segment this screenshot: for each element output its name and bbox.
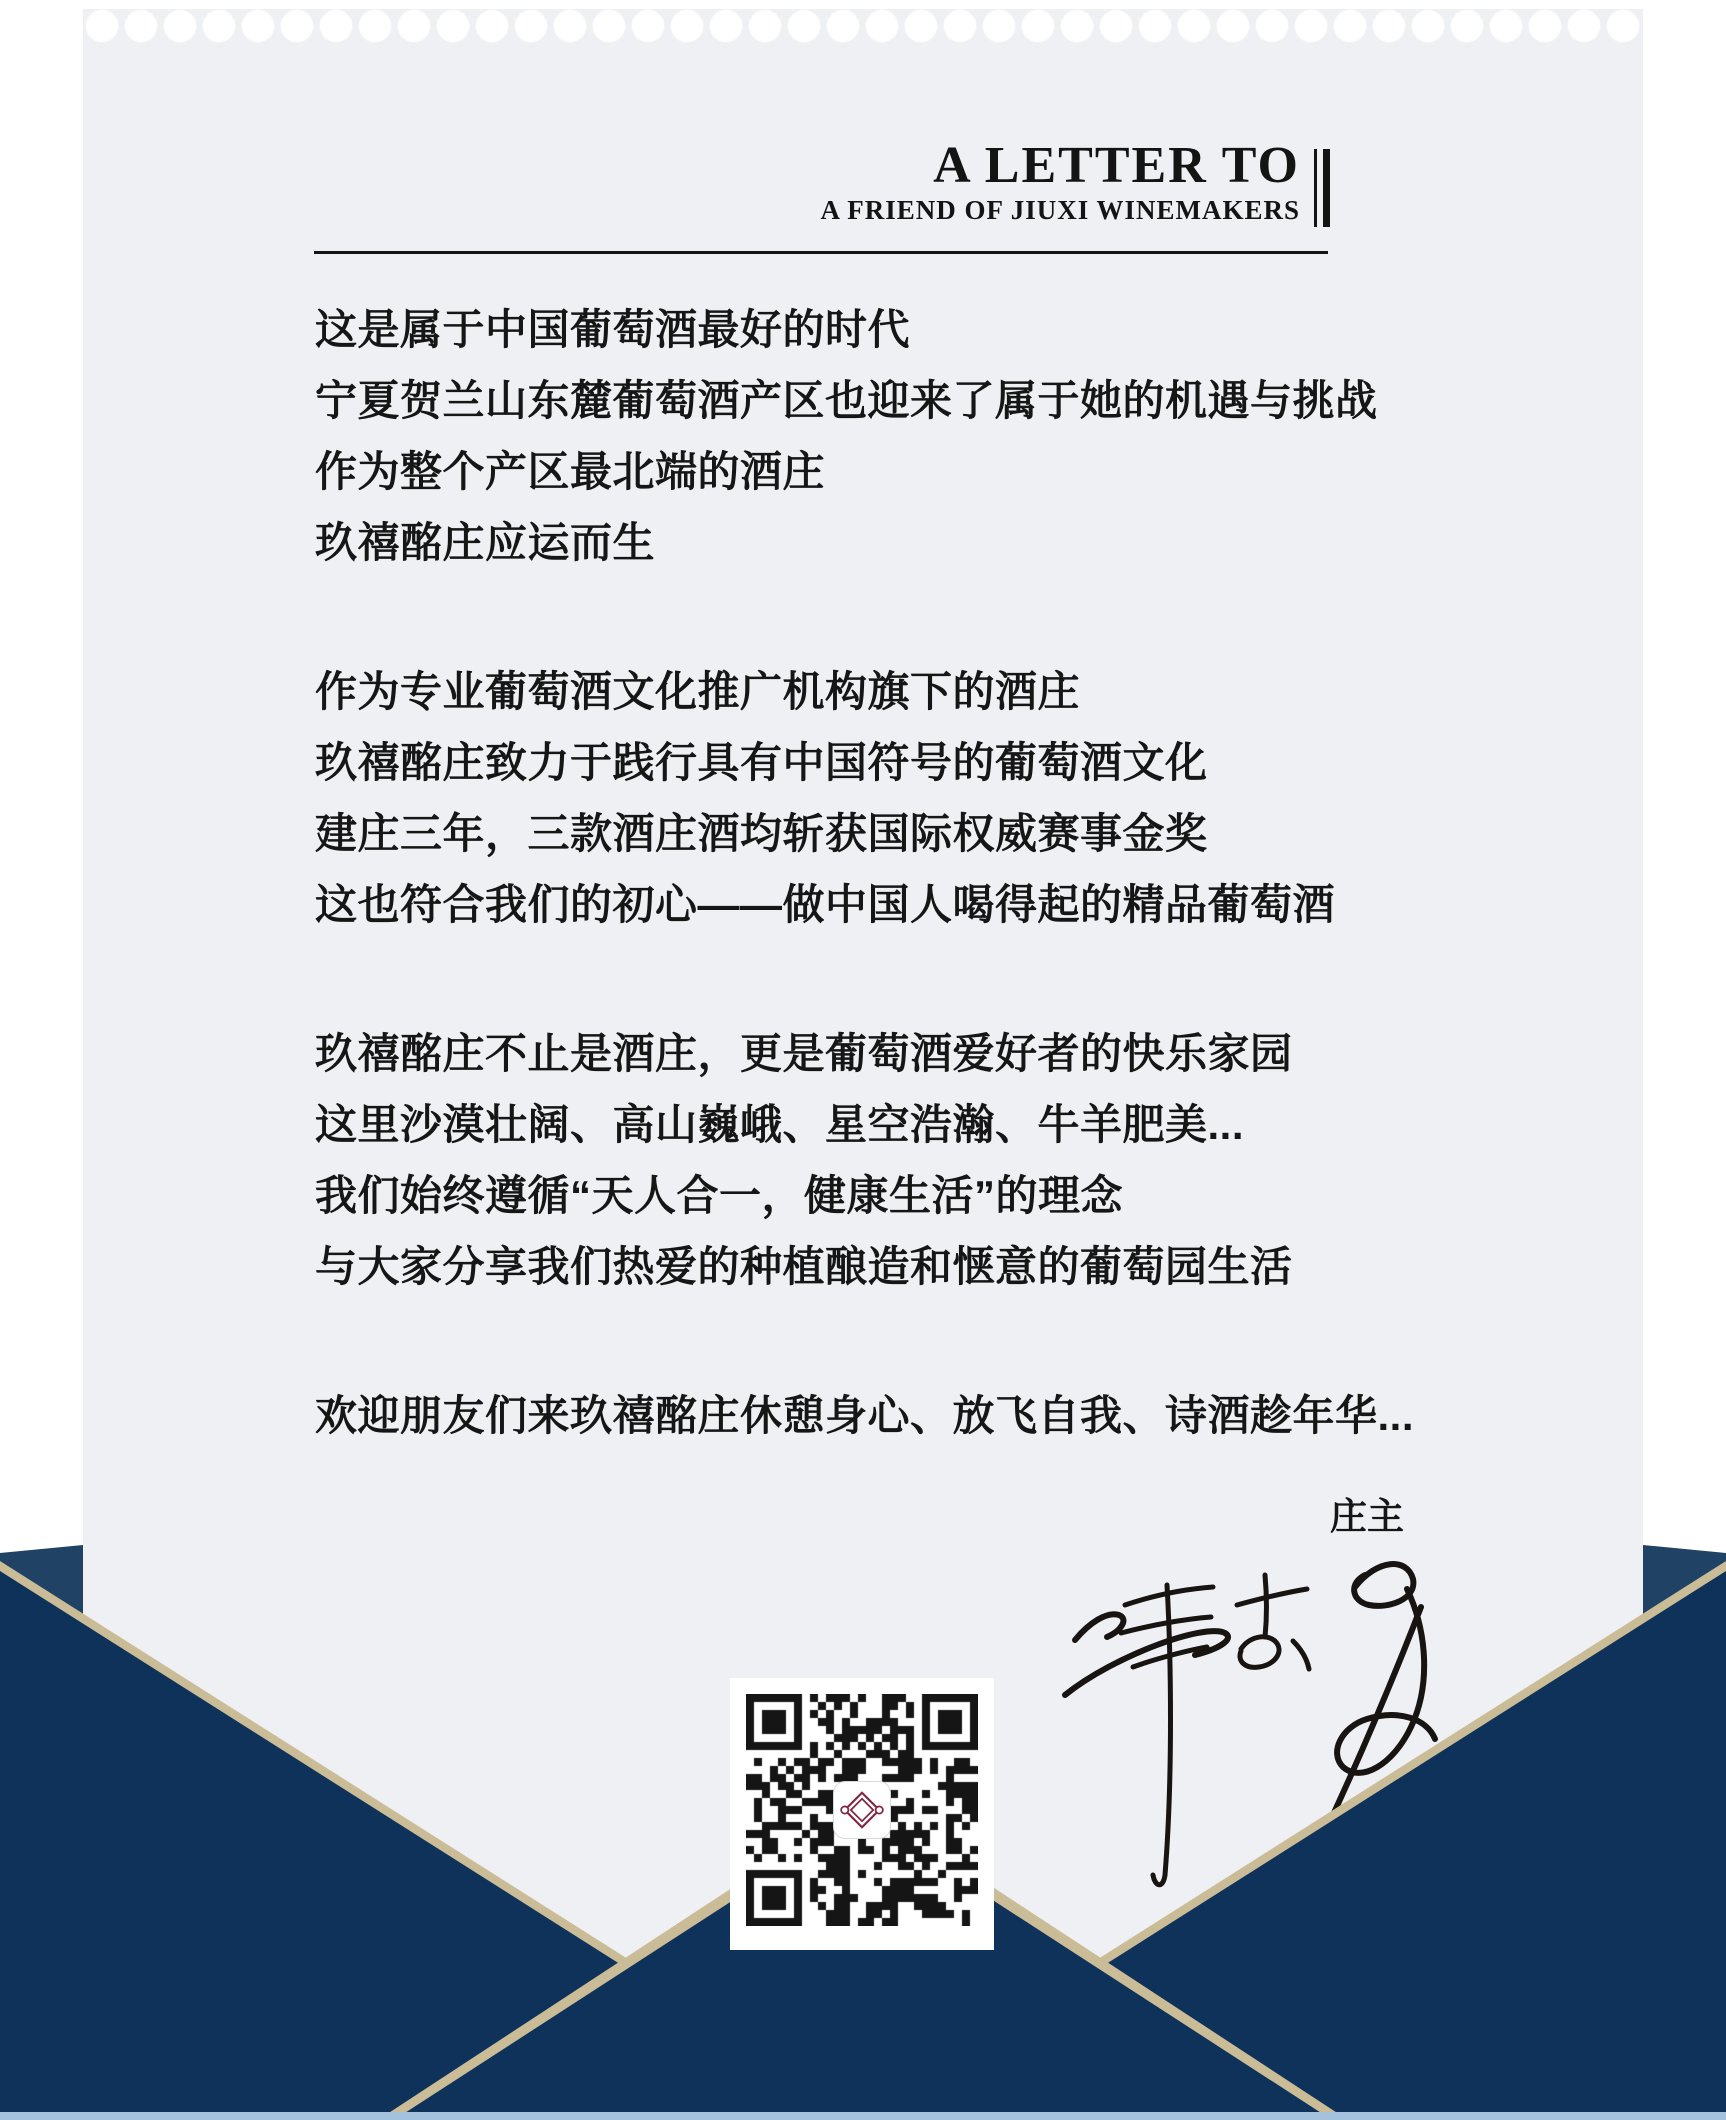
- line: 作为整个产区最北端的酒庄: [315, 448, 826, 495]
- letter-title: A LETTER TO: [933, 137, 1300, 194]
- paper-perforated-edge: [83, 9, 1643, 47]
- line: 欢迎朋友们来玖禧酩庄休憩身心、放飞自我、诗酒趁年华...: [315, 1392, 1415, 1439]
- double-vertical-bars-icon: [1314, 149, 1332, 227]
- line: 建庄三年，三款酒庄酒均斩获国际权威赛事金奖: [315, 810, 1208, 857]
- paragraph-1: [315, 294, 1495, 578]
- right-liner-wedge: [1643, 1545, 1726, 1616]
- paragraph-2: [315, 656, 1495, 940]
- line: 玖禧酩庄应运而生: [315, 519, 656, 566]
- line: 这是属于中国葡萄酒最好的时代: [315, 306, 911, 353]
- letter-subtitle: A FRIEND OF JIUXI WINEMAKERS: [820, 195, 1300, 225]
- header-rule: [314, 251, 1328, 254]
- signoff-label: 庄主: [1330, 1496, 1404, 1537]
- paragraph-3: [315, 1018, 1495, 1302]
- line: 作为专业葡萄酒文化推广机构旗下的酒庄: [315, 668, 1081, 715]
- line: 玖禧酩庄致力于践行具有中国符号的葡萄酒文化: [315, 739, 1208, 786]
- qr-code-panel: [730, 1678, 994, 1950]
- left-liner-wedge: [0, 1545, 83, 1616]
- line: 玖禧酩庄不止是酒庄，更是葡萄酒爱好者的快乐家园: [315, 1030, 1293, 1077]
- handwritten-signature-icon: [1055, 1545, 1455, 1905]
- line: 与大家分享我们热爱的种植酿造和惬意的葡萄园生活: [315, 1243, 1293, 1290]
- winery-logo-badge: [833, 1781, 891, 1839]
- line: 这也符合我们的初心——做中国人喝得起的精品葡萄酒: [315, 881, 1336, 928]
- diamond-lattice-logo-icon: [837, 1785, 887, 1835]
- line: 我们始终遵循“天人合一，健康生活”的理念: [315, 1172, 1124, 1219]
- paragraph-4: [315, 1380, 1495, 1451]
- line: 这里沙漠壮阔、高山巍峨、星空浩瀚、牛羊肥美...: [315, 1101, 1245, 1148]
- line: 宁夏贺兰山东麓葡萄酒产区也迎来了属于她的机遇与挑战: [315, 377, 1378, 424]
